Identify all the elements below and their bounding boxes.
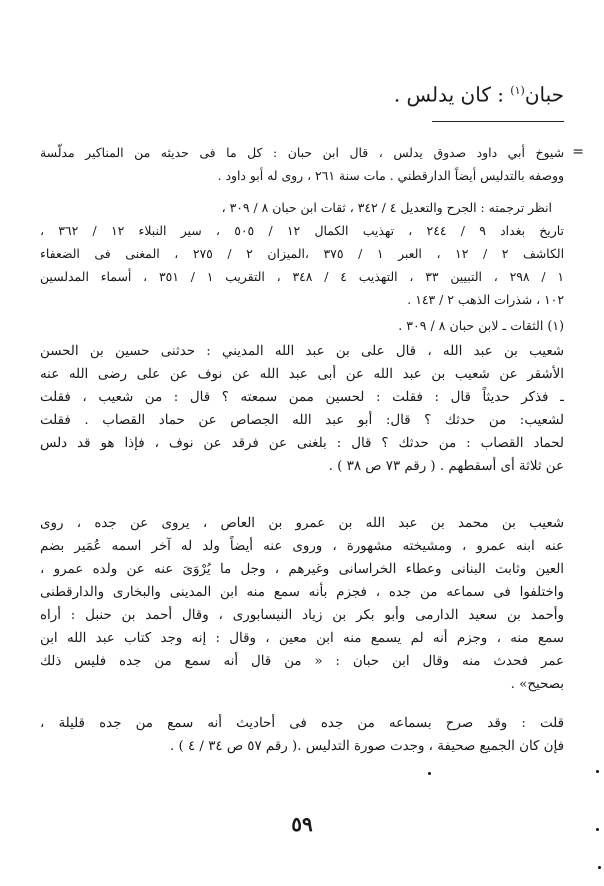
text-line: ووصفه بالتدليس أيضاً الدارقطني . مات سنة ٢٦١ ، روى له أبو داود .	[217, 167, 564, 183]
text-line: شعيب بن عبد الله ، قال على بن عبد الله المديني : حدثنى حسين بن الحسن	[40, 344, 564, 359]
text-line: وأحمد بن سعيد الدارمى وأبو بكر بن زياد النيسابورى ، وقال أحمد بن حنبل : أراه	[40, 608, 564, 623]
footnote-separator	[432, 121, 564, 122]
entry-shuaib-bin-abdullah	[40, 340, 564, 478]
text-line: قلت : وقد صرح بسماعه من جده فى أحاديث أنه سمع من جده قليلة ،	[40, 716, 564, 731]
text-line: عمر فحدث منه وقال ابن حبان : « من قال أنه سمع من جده فليس ذلك	[40, 654, 564, 669]
entry-shuaib-bin-muhammad	[40, 512, 564, 696]
footnote-1	[40, 314, 564, 337]
text-line: ١ / ٢٩٨ ، التبيين ٣٣ ، التهذيب ٤ / ٣٤٨ ، التقريب ١ / ٣٥١ ، أسماء المدلسين	[40, 269, 564, 284]
print-speck	[598, 866, 601, 869]
text-line: واختلفوا فى سماعه من جده ، فجزم بأنه سمع منه ابن المدينى والبخارى والدارقطنى	[40, 585, 564, 600]
text-line: لحماد القصاب : من حدثك ؟ قال : بلغنى عن فرقد عن نوف ، فإذا هو قد دلس	[40, 436, 564, 451]
entry-header	[344, 78, 564, 108]
text-line: ـ فذكر حديثاً قال : فقلت : لحسين ممن سمعته ؟ قال : من شعيب ، فقلت	[40, 390, 564, 405]
text-line: العين وثابت البنانى وعطاء الخراسانى وغيرهم ، وجل ما يُرْوَىَ عنه عن ولده عمرو ،	[40, 562, 564, 577]
header-name: حبان	[524, 82, 564, 107]
text-line: شعيب بن محمد بن عبد الله بن عمرو بن العاص ، يروى عن جده ، روى	[40, 516, 564, 531]
text-line: الكاشف ٢ / ١٢ ، العبر ١ / ٣٧٥ ،الميزان ٢ / ٢٧٥ ، المغنى فى الضعفاء	[40, 246, 564, 261]
text-line: انظر ترجمته : الجرح والتعديل ٤ / ٣٤٢ ، ثقات ابن حبان ٨ / ٣٠٩ ،	[221, 200, 552, 215]
print-speck	[596, 770, 599, 773]
author-comment	[40, 712, 564, 758]
text-line: الأشقر عن شعيب بن عبد الله عن أبى عبد الله عن نوف عن على رضى الله عنه	[40, 367, 564, 382]
continued-footnote	[40, 142, 564, 187]
text-line: فإن كان الجميع صحيفة ، وجدت صورة التدليس .( رقم ٥٧ ص ٣٤ / ٤ ) .	[169, 739, 564, 754]
print-speck	[428, 772, 431, 775]
page-number: ٥٩	[291, 812, 313, 836]
text-line: عن ثلاثة أى أسقطهم . ( رقم ٧٣ ص ٣٨ ) .	[328, 459, 564, 474]
header-footnote-ref: (١)	[510, 84, 525, 97]
text-line: تاريخ بغداد ٩ / ٢٤٤ ، تهذيب الكمال ١٢ / ٥٠٥ ، سير النبلاء ١٢ / ٣٦٢ ،	[40, 223, 564, 238]
text-line: ١٠٢ ، شذرات الذهب ٢ / ١٤٣ .	[407, 292, 564, 307]
references-block	[40, 196, 564, 311]
text-line: لشعيب: من حدثك ؟ قال: أبو عبد الله الجصاص عن حماد القصاب . فقلت	[40, 413, 564, 428]
text-line: بصحيح» .	[510, 677, 564, 692]
continuation-marker: =	[572, 144, 584, 160]
text-line: عنه ابنه عمرو ، ومشيخته مشهورة ، وروى عنه أيضاً ولد له آخر اسمه عُمَير بضم	[40, 539, 564, 554]
text-line: (١) الثقات ـ لابن حبان ٨ / ٣٠٩ .	[398, 318, 564, 333]
header-text: : كان يدلس .	[393, 82, 511, 107]
text-line: سمع منه ، وجزم أنه لم يسمع منه ابن معين ، وقال : إنه وجد كتاب عبد الله ابن	[40, 631, 564, 646]
text-line: شيوخ أبي داود صدوق يدلس ، قال ابن حبان : كل ما فى حديثه من المناكير مدلّسة	[40, 145, 564, 160]
